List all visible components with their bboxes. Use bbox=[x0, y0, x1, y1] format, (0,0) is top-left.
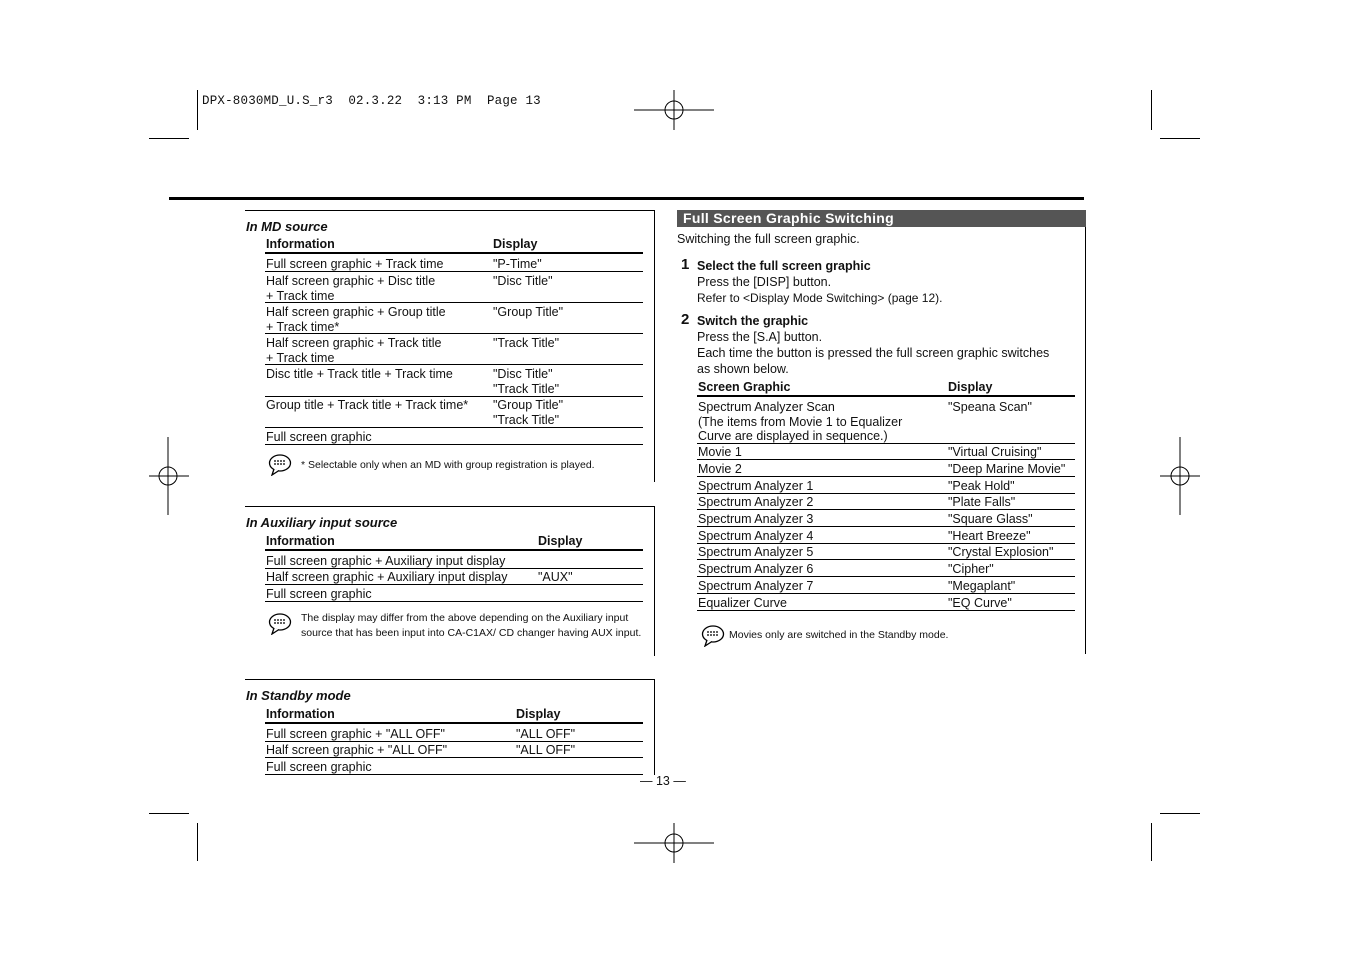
aux-source-title: In Auxiliary input source bbox=[246, 515, 398, 530]
section-rule bbox=[245, 506, 655, 507]
row-rule bbox=[265, 333, 643, 334]
crop-mark bbox=[197, 90, 198, 130]
step-number: 1 bbox=[681, 256, 690, 273]
row-rule bbox=[265, 741, 643, 742]
crop-mark bbox=[149, 813, 189, 814]
table-cell: Full screen graphic + "ALL OFF" bbox=[266, 727, 445, 741]
table-cell: "Cipher" bbox=[948, 562, 994, 576]
table-cell: "Track Title" bbox=[493, 336, 560, 350]
table-cell: "Square Glass" bbox=[948, 512, 1033, 526]
row-rule bbox=[697, 593, 1075, 594]
fsgs-intro: Switching the full screen graphic. bbox=[677, 232, 860, 246]
row-rule bbox=[697, 493, 1075, 494]
step-heading: Switch the graphic bbox=[697, 314, 809, 328]
row-rule bbox=[265, 302, 643, 303]
table-cell: "Group Title" bbox=[493, 305, 564, 319]
fsgs-title: Full Screen Graphic Switching bbox=[677, 210, 1086, 227]
registration-mark bbox=[149, 437, 189, 515]
row-rule bbox=[265, 444, 643, 445]
row-rule bbox=[265, 774, 643, 775]
row-rule bbox=[697, 576, 1075, 577]
printer-slug: DPX-8030MD_U.S_r3 02.3.22 3:13 PM Page 13 bbox=[202, 94, 541, 108]
row-rule bbox=[265, 601, 643, 602]
table-cell: Group title + Track title + Track time* bbox=[266, 398, 469, 412]
standby-title: In Standby mode bbox=[246, 688, 351, 703]
table-cell: "Virtual Cruising" bbox=[948, 445, 1042, 459]
table-cell: Spectrum Analyzer 7 bbox=[698, 579, 814, 593]
section-border bbox=[654, 210, 655, 482]
section-border bbox=[654, 506, 655, 656]
section-rule bbox=[245, 679, 655, 680]
row-rule bbox=[697, 610, 1075, 611]
table-header-rule bbox=[265, 549, 643, 551]
section-rule bbox=[245, 210, 655, 211]
table-cell: Half screen graphic + Auxiliary input display bbox=[266, 570, 508, 584]
table-cell: Full screen graphic bbox=[266, 587, 372, 601]
step-number: 2 bbox=[681, 311, 690, 328]
step-text: Refer to <Display Mode Switching> (page 12). bbox=[697, 291, 943, 305]
row-rule bbox=[265, 396, 643, 397]
step-text: Each time the button is pressed the full screen graphic switches as shown below. bbox=[697, 346, 1050, 376]
aux-note: The display may differ from the above depending on the Auxiliary input source that has been input into CA-C1AX/ CD changer having AUX input. bbox=[301, 612, 642, 639]
table-header-rule bbox=[265, 722, 643, 724]
table-cell: "AUX" bbox=[538, 570, 573, 584]
registration-mark bbox=[1160, 437, 1200, 515]
step-text: Press the [S.A] button. bbox=[697, 330, 823, 344]
table-cell: Half screen graphic + Disc title + Track time bbox=[266, 274, 436, 303]
standby-col-display: Display bbox=[516, 707, 561, 721]
table-cell: "EQ Curve" bbox=[948, 596, 1012, 610]
row-rule bbox=[697, 476, 1075, 477]
md-note: * Selectable only when an MD with group registration is played. bbox=[301, 459, 595, 471]
table-cell: "ALL OFF" bbox=[516, 727, 576, 741]
fsgs-col-graphic: Screen Graphic bbox=[698, 380, 791, 394]
table-cell: "Disc Title" bbox=[493, 274, 553, 288]
crop-mark bbox=[1160, 813, 1200, 814]
table-cell: Half screen graphic + Group title + Track time* bbox=[266, 305, 446, 334]
section-border bbox=[1085, 210, 1086, 654]
crop-mark bbox=[197, 823, 198, 861]
table-cell: Spectrum Analyzer 4 bbox=[698, 529, 814, 543]
fsgs-note: Movies only are switched in the Standby mode. bbox=[729, 629, 949, 641]
table-cell: Movie 1 bbox=[698, 445, 742, 459]
crop-mark bbox=[1151, 823, 1152, 861]
row-rule bbox=[697, 459, 1075, 460]
table-cell: Full screen graphic bbox=[266, 760, 372, 774]
crop-mark bbox=[1160, 138, 1200, 139]
row-rule bbox=[697, 443, 1075, 444]
row-rule bbox=[265, 757, 643, 758]
row-rule bbox=[697, 543, 1075, 544]
table-cell: Full screen graphic + Track time bbox=[266, 257, 444, 271]
note-icon bbox=[268, 454, 292, 476]
row-rule bbox=[265, 584, 643, 585]
note-icon bbox=[701, 625, 725, 647]
table-cell: Half screen graphic + "ALL OFF" bbox=[266, 743, 448, 757]
table-header-rule bbox=[697, 395, 1075, 397]
row-rule bbox=[265, 364, 643, 365]
step-heading: Select the full screen graphic bbox=[697, 259, 871, 273]
table-cell: "Plate Falls" bbox=[948, 495, 1016, 509]
row-rule bbox=[265, 427, 643, 428]
row-rule bbox=[265, 568, 643, 569]
table-cell: "Group Title" "Track Title" bbox=[493, 398, 564, 427]
table-cell: "Speana Scan" bbox=[948, 400, 1032, 414]
table-cell: Movie 2 bbox=[698, 462, 742, 476]
row-rule bbox=[697, 509, 1075, 510]
crop-mark bbox=[149, 138, 189, 139]
table-cell: "Heart Breeze" bbox=[948, 529, 1031, 543]
row-rule bbox=[265, 271, 643, 272]
table-cell: Half screen graphic + Track title + Track time bbox=[266, 336, 442, 365]
table-cell: Spectrum Analyzer 3 bbox=[698, 512, 814, 526]
table-cell: "Disc Title" "Track Title" bbox=[493, 367, 560, 396]
table-cell: Full screen graphic + Auxiliary input display bbox=[266, 554, 506, 568]
table-cell: "Crystal Explosion" bbox=[948, 545, 1054, 559]
row-rule bbox=[697, 559, 1075, 560]
crop-mark bbox=[1151, 90, 1152, 130]
table-cell: Spectrum Analyzer Scan (The items from Movie 1 to Equalizer Curve are displayed in sequence.) bbox=[698, 400, 903, 444]
aux-col-display: Display bbox=[538, 534, 583, 548]
table-cell: Spectrum Analyzer 2 bbox=[698, 495, 814, 509]
table-cell: Spectrum Analyzer 6 bbox=[698, 562, 814, 576]
table-cell: "P-Time" bbox=[493, 257, 542, 271]
table-cell: "Deep Marine Movie" bbox=[948, 462, 1066, 476]
fsgs-col-display: Display bbox=[948, 380, 993, 394]
table-cell: Disc title + Track title + Track time bbox=[266, 367, 453, 381]
step-text: Press the [DISP] button. bbox=[697, 275, 832, 289]
table-cell: Spectrum Analyzer 1 bbox=[698, 479, 814, 493]
table-cell: Full screen graphic bbox=[266, 430, 372, 444]
registration-mark bbox=[634, 823, 714, 863]
table-cell: Spectrum Analyzer 5 bbox=[698, 545, 814, 559]
row-rule bbox=[697, 526, 1075, 527]
page-header-rule bbox=[169, 197, 1084, 200]
section-border bbox=[654, 679, 655, 775]
aux-col-information: Information bbox=[266, 534, 335, 548]
md-col-display: Display bbox=[493, 237, 538, 251]
page-number: — 13 — bbox=[640, 774, 686, 788]
standby-col-information: Information bbox=[266, 707, 335, 721]
table-cell: "Megaplant" bbox=[948, 579, 1016, 593]
table-cell: Equalizer Curve bbox=[698, 596, 787, 610]
md-source-title: In MD source bbox=[246, 219, 328, 234]
md-col-information: Information bbox=[266, 237, 335, 251]
note-icon bbox=[268, 613, 292, 635]
registration-mark bbox=[634, 90, 714, 130]
table-cell: "ALL OFF" bbox=[516, 743, 576, 757]
table-cell: "Peak Hold" bbox=[948, 479, 1015, 493]
table-header-rule bbox=[265, 252, 643, 254]
